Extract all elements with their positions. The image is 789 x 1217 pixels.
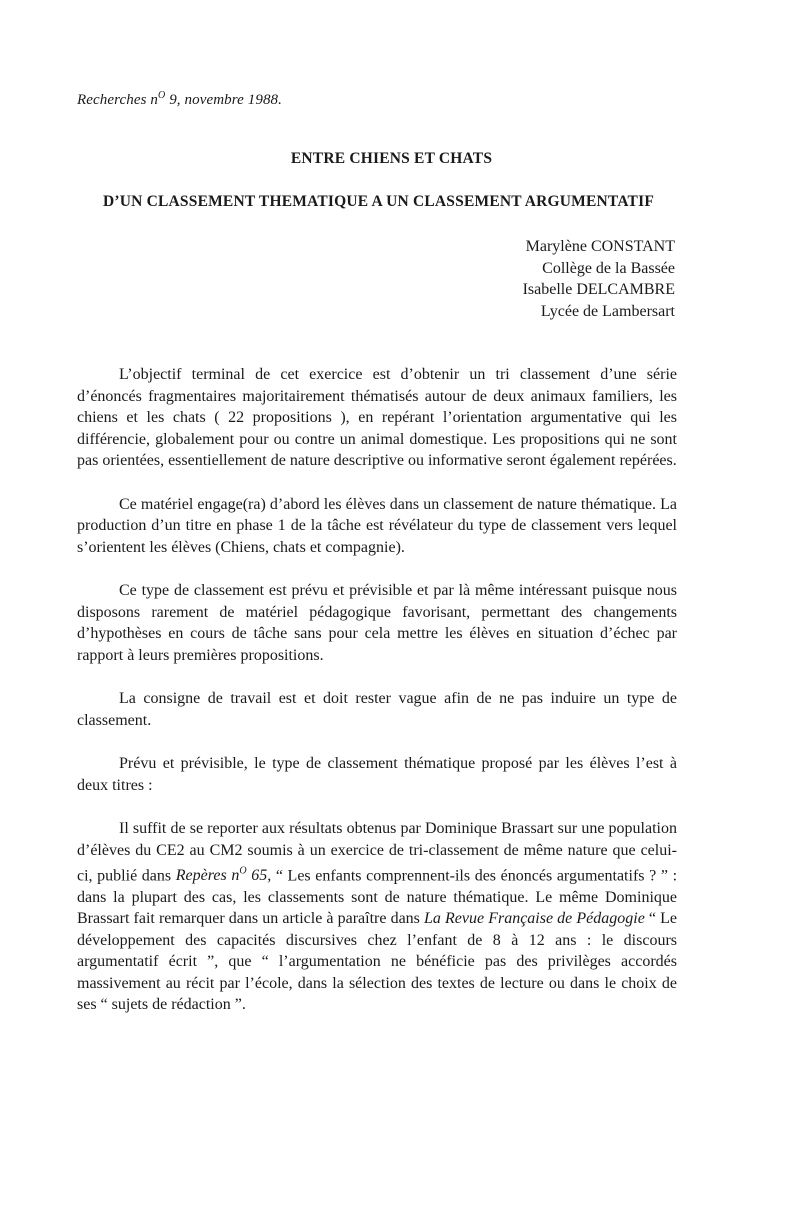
journal-reference <box>77 90 282 109</box>
reperes-reference <box>176 867 271 884</box>
paragraph-5: Prévu et prévisible, le type de classement thématique proposé par les élèves l’est à deux titres : <box>77 755 677 794</box>
reperes-reference-suffix: 65, <box>246 867 272 885</box>
journal-reference-prefix: Recherches n <box>77 92 159 108</box>
paragraph-6-part-c: “ Le développement des capacités discursives chez l’enfant de 8 à 12 ans : le discours argumentatif écrit ”, que “ l’argumentation ne bénéficie pas des privilèges accordés massivement au récit par l’école, dans la sélection des textes de lecture ou dans le choix de ses “ sujets de rédaction ”. <box>77 910 677 1014</box>
paragraph-6 <box>77 818 677 1016</box>
paragraph-3: Ce type de classement est prévu et prévisible et par là même intéressant puisque nous disposons rarement de matériel pédagogique favorisant, permettant des changements d’hypothèses en cours de tâche sans pour cela mettre les élèves en situation d’échec par rapport à leurs premières propositions. <box>77 582 677 664</box>
journal-reference-suffix: 9, novembre 1988. <box>165 92 282 108</box>
author-name-1: Marylène CONSTANT <box>525 238 675 255</box>
author-affiliation-2: Lycée de Lambersart <box>540 302 675 320</box>
author-block <box>523 236 675 322</box>
reperes-reference-sup: O <box>239 866 247 877</box>
paragraph-4: La consigne de travail est et doit rester vague afin de ne pas induire un type de classement. <box>77 690 677 729</box>
author-name-2: Isabelle DELCAMBRE <box>522 281 675 298</box>
article-body <box>77 364 677 1038</box>
paragraph-2: Ce matériel engage(ra) d’abord les élèves dans un classement de nature thématique. La production d’un titre en phase 1 de la tâche est révélateur du type de classement vers lequel s’orientent les élèves (Chiens, chats et compagnie). <box>77 495 677 556</box>
journal-reference-sup: O <box>158 90 166 101</box>
paragraph-6-part-a: Il suffit de se reporter aux résultats obtenus par Dominique Brassart sur une population d’élèves du CE2 au CM2 soumis à un exercice de tri-classement de même nature que celui-ci, publié dans <box>77 820 677 885</box>
reperes-reference-prefix: Repères n <box>175 867 240 885</box>
article-subtitle: D’UN CLASSEMENT THEMATIQUE A UN CLASSEMENT ARGUMENTATIF <box>102 193 654 210</box>
author-affiliation-1: Collège de la Bassée <box>542 259 675 277</box>
article-title: ENTRE CHIENS ET CHATS <box>290 150 493 167</box>
journal-title-citation: La Revue Française de Pédagogie <box>424 910 645 928</box>
paragraph-6-part-b: “ Les enfants comprennent-ils des énoncés argumentatifs ? ” : dans la plupart des cas, les classements sont de nature thématique. Le même Dominique Brassart fait remarquer dans un article à paraître dans <box>77 867 678 928</box>
paragraph-1: L’objectif terminal de cet exercice est d’obtenir un tri classement d’une série d’énoncés fragmentaires majoritairement thématisés autour de deux animaux familiers, les chiens et les chats ( 22 propositions ), en repérant l’orientation argumentative qui les différencie, globalement pour ou contre un animal domestique. Les propositions qui ne sont pas orientées, essentiellement de nature descriptive ou informative seront également repérées. <box>77 366 677 469</box>
